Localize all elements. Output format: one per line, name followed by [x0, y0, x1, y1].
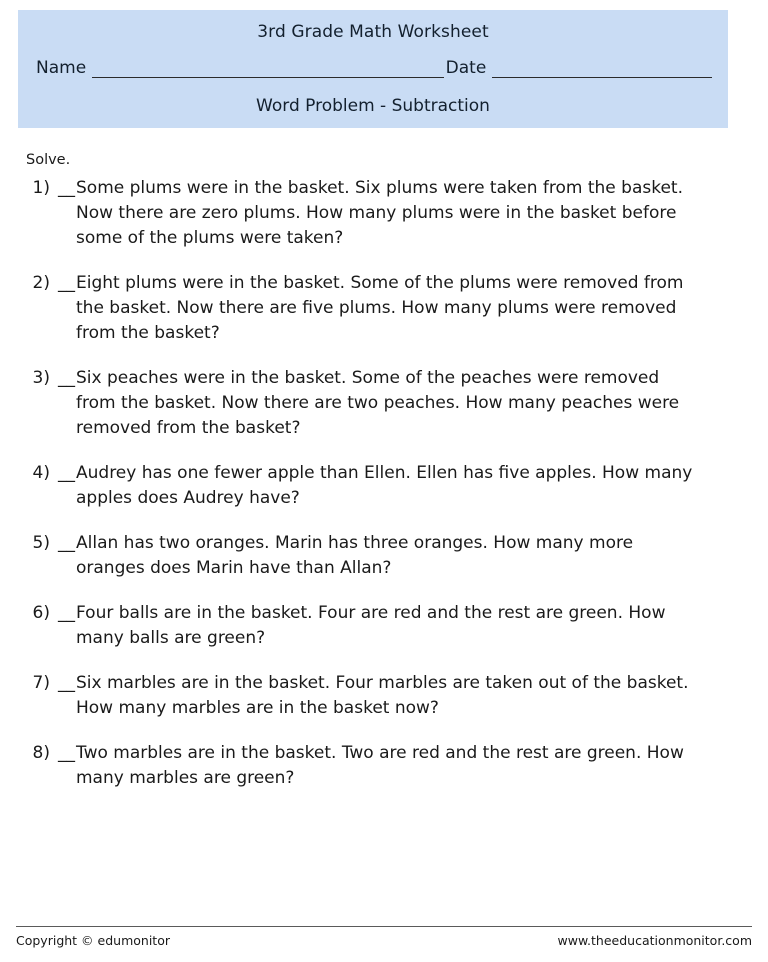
- problem-list: [26, 176, 738, 811]
- problem-item: [26, 461, 738, 511]
- answer-blank[interactable]: __: [58, 533, 75, 553]
- problem-item: [26, 271, 738, 346]
- problem-item: [26, 741, 738, 791]
- date-input-line[interactable]: [492, 60, 712, 78]
- answer-blank[interactable]: __: [58, 463, 75, 483]
- worksheet-title: 3rd Grade Math Worksheet: [257, 22, 489, 42]
- problem-number: 7): [32, 673, 50, 693]
- answer-blank[interactable]: __: [58, 368, 75, 388]
- problem-item: [26, 671, 738, 721]
- problem-text: Six marbles are in the basket. Four marbles are taken out of the basket. How many marbles are in the basket now?: [76, 673, 689, 718]
- problem-item: [26, 176, 738, 251]
- problem-number: 6): [32, 603, 50, 623]
- copyright-text: Copyright © edumonitor: [16, 933, 170, 948]
- name-date-row: [18, 44, 728, 80]
- problem-text: Four balls are in the basket. Four are red and the rest are green. How many balls are green?: [76, 603, 666, 648]
- problem-item: [26, 601, 738, 651]
- answer-blank[interactable]: __: [58, 743, 75, 763]
- problem-text: Allan has two oranges. Marin has three oranges. How many more oranges does Marin have than Allan?: [76, 533, 634, 578]
- problem-text: Six peaches were in the basket. Some of the peaches were removed from the basket. Now there are two peaches. How many peaches were removed from the basket?: [76, 368, 680, 438]
- problem-item: [26, 531, 738, 581]
- problem-item: [26, 366, 738, 441]
- name-label: Name: [36, 58, 87, 78]
- worksheet-footer: [16, 926, 752, 948]
- worksheet-header: [18, 10, 728, 128]
- problem-number: 8): [32, 743, 50, 763]
- problem-number: 4): [32, 463, 50, 483]
- problem-number: 5): [32, 533, 50, 553]
- problem-text: Two marbles are in the basket. Two are red and the rest are green. How many marbles are green?: [76, 743, 684, 788]
- problem-number: 2): [32, 273, 50, 293]
- answer-blank[interactable]: __: [58, 603, 75, 623]
- problem-text: Some plums were in the basket. Six plums were taken from the basket. Now there are zero plums. How many plums were in the basket before some of the plums were taken?: [76, 178, 683, 248]
- answer-blank[interactable]: __: [58, 273, 75, 293]
- problem-text: Audrey has one fewer apple than Ellen. Ellen has five apples. How many apples does Audrey have?: [76, 463, 693, 508]
- answer-blank[interactable]: __: [58, 178, 75, 198]
- instruction-text: Solve.: [26, 152, 71, 168]
- worksheet-subtitle: Word Problem - Subtraction: [256, 96, 490, 116]
- problem-number: 1): [32, 178, 50, 198]
- name-input-line[interactable]: [92, 60, 444, 78]
- website-text[interactable]: www.theeducationmonitor.com: [557, 933, 752, 948]
- problem-number: 3): [32, 368, 50, 388]
- problem-text: Eight plums were in the basket. Some of the plums were removed from the basket. Now there are five plums. How many plums were removed from the basket?: [76, 273, 684, 343]
- date-label: Date: [445, 58, 487, 78]
- answer-blank[interactable]: __: [58, 673, 75, 693]
